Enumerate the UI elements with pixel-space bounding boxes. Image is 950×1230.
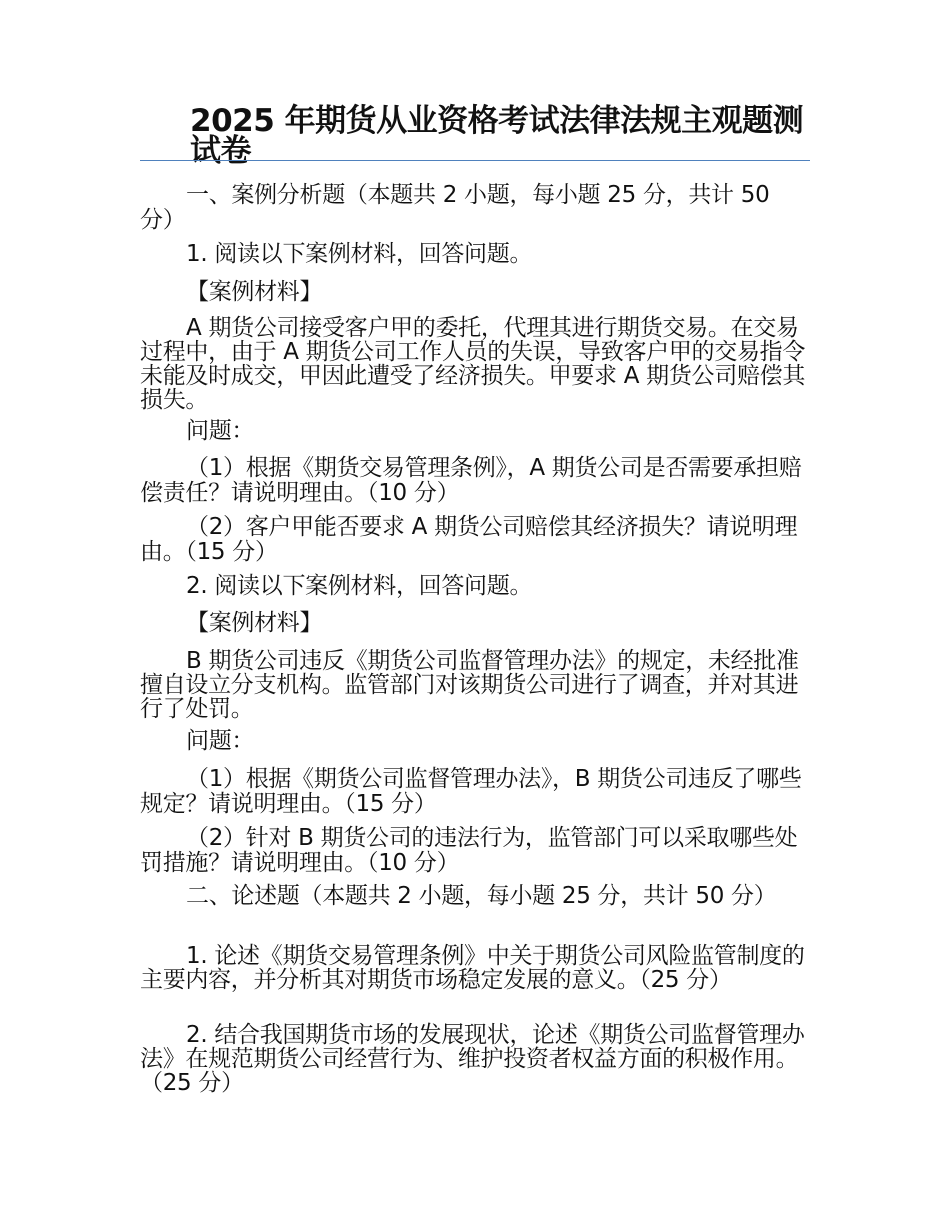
section-heading-text: 一、案例分析题（本题共 2 小题，每小题 25 分，共计 50 分） [140, 182, 770, 233]
case-material-paragraph-text: A 期货公司接受客户甲的委托，代理其进行期货交易。在交易过程中，由于 A 期货公司工作人员的失误，导致客户甲的交易指令未能及时成交，甲因此遭受了经济损失。甲要求 A 期货公司赔偿其损失。 [140, 315, 806, 413]
case-material-paragraph-text: B 期货公司违反《期货公司监督管理办法》的规定，未经批准擅自设立分支机构。监管部门对该期货公司进行了调查，并对其进行了处罚。 [140, 648, 799, 722]
case-material-label-text: 【案例材料】 [186, 610, 323, 636]
sub-question [140, 456, 810, 506]
sub-question [140, 767, 810, 817]
essay-question-text: 2. 结合我国期货市场的发展现状，论述《期货公司监督管理办法》在规范期货公司经营行为、维护投资者权益方面的积极作用。（25 分） [140, 1022, 805, 1096]
question-heading-text: 2. 阅读以下案例材料，回答问题。 [186, 573, 533, 599]
title-divider [140, 160, 810, 161]
essay-question [140, 944, 810, 992]
case-material-paragraph [140, 649, 810, 721]
sub-question-text: （1）根据《期货公司监督管理办法》，B 期货公司违反了哪些规定？请说明理由。（15 分） [140, 766, 802, 817]
sub-question [140, 515, 810, 565]
case-material-label [140, 280, 810, 305]
question-label [140, 729, 810, 754]
section-heading [140, 183, 810, 233]
sub-question-text: （2）针对 B 期货公司的违法行为，监管部门可以采取哪些处罚措施？请说明理由。（10 分） [140, 825, 798, 876]
essay-question [140, 1023, 810, 1095]
sub-question-text: （1）根据《期货交易管理条例》，A 期货公司是否需要承担赔偿责任？请说明理由。（10 分） [140, 455, 802, 506]
question-label-text: 问题： [186, 418, 255, 444]
essay-question-text: 1. 论述《期货交易管理条例》中关于期货公司风险监管制度的主要内容，并分析其对期货市场稳定发展的意义。（25 分） [140, 943, 805, 993]
case-material-label [140, 611, 810, 636]
case-material-paragraph [140, 316, 810, 412]
question-label-text: 问题： [186, 728, 255, 754]
sub-question [140, 826, 810, 876]
question-heading-text: 1. 阅读以下案例材料，回答问题。 [186, 241, 533, 267]
question-heading [140, 574, 810, 599]
section-heading-text: 二、论述题（本题共 2 小题，每小题 25 分，共计 50 分） [186, 883, 777, 909]
case-material-label-text: 【案例材料】 [186, 279, 323, 305]
question-heading [140, 242, 810, 267]
sub-question-text: （2）客户甲能否要求 A 期货公司赔偿其经济损失？请说明理由。（15 分） [140, 514, 798, 565]
section-heading [140, 884, 810, 909]
document-title: 2025 年期货从业资格考试法律法规主观题测试卷 [190, 103, 804, 169]
question-label [140, 419, 810, 444]
